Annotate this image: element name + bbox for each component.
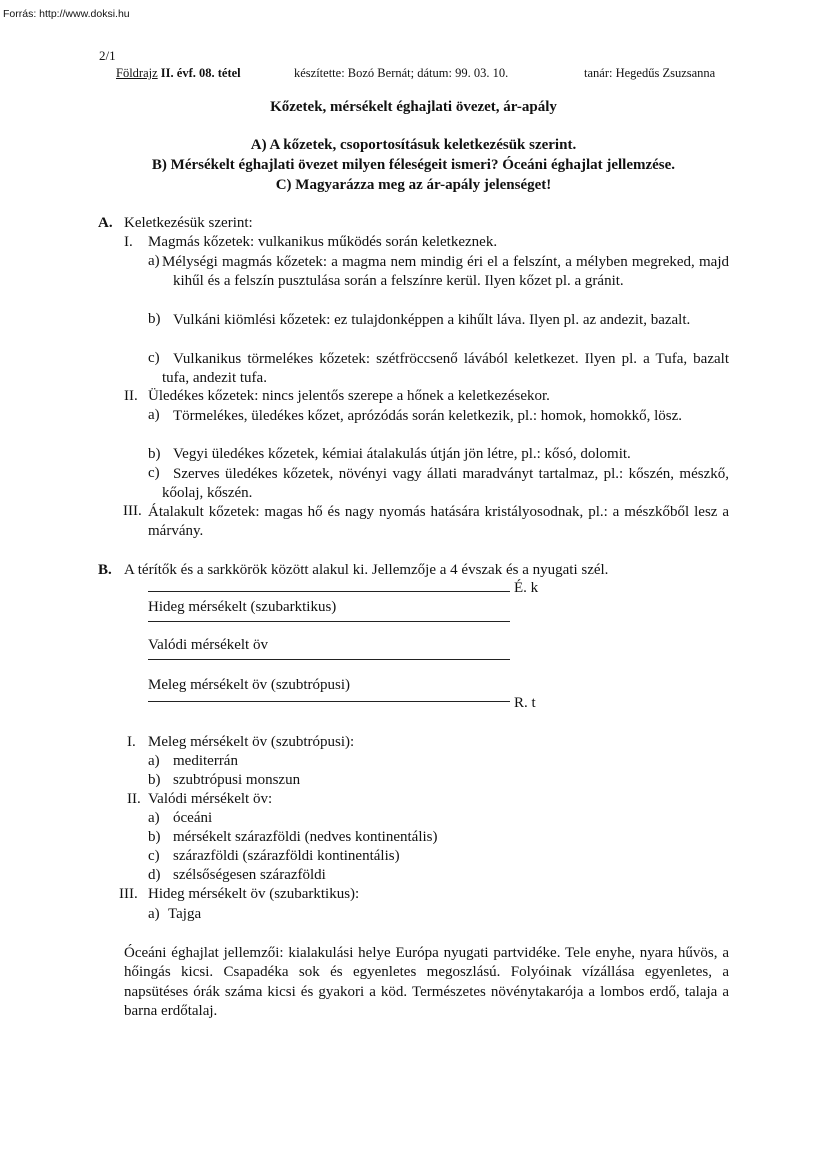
a-ii-b-text: Vegyi üledékes kőzetek, kémiai átalakulás útján jön létre, pl.: kősó, dolomit.	[173, 446, 631, 462]
zone-subtropical: Meleg mérsékelt öv (szubtrópusi)	[148, 677, 351, 693]
b-list-iii-num: III.	[119, 886, 138, 902]
section-a-ii-num: II.	[124, 388, 138, 404]
b-list-ii-d-label: d)	[148, 867, 161, 883]
source-link[interactable]: Forrás: http://www.doksi.hu	[3, 8, 130, 20]
question-b: B) Mérsékelt éghajlati övezet milyen féleségeit ismeri? Óceáni éghajlat jellemzése.	[151, 157, 676, 173]
b-list-ii-b-text: mérsékelt szárazföldi (nedves kontinentális)	[173, 829, 438, 845]
b-list-i-title: Meleg mérsékelt öv (szubtrópusi):	[148, 734, 355, 750]
b-list-ii-c-text: szárazföldi (szárazföldi kontinentális)	[173, 848, 400, 864]
b-list-iii-a-text: Tajga	[168, 906, 202, 922]
a-ii-c-label: c)	[148, 465, 160, 481]
section-b-intro: A térítők és a sarkkörök között alakul ki. Jellemzője a 4 évszak és a nyugati szél.	[124, 562, 609, 578]
b-list-i-a-label: a)	[148, 753, 160, 769]
b-list-iii-a-label: a)	[148, 906, 160, 922]
b-list-ii-c-label: c)	[148, 848, 160, 864]
section-a-i-title: Magmás kőzetek: vulkanikus működés során keletkeznek.	[148, 234, 498, 250]
b-list-ii-num: II.	[127, 791, 141, 807]
zone-divider	[148, 659, 510, 660]
b-list-ii-title: Valódi mérsékelt öv:	[148, 791, 273, 807]
header-prepared: készítette: Bozó Bernát; dátum: 99. 03. 10.	[294, 66, 509, 80]
a-ii-a-label: a)	[148, 407, 160, 423]
b-list-ii-d-text: szélsőségesen szárazföldi	[173, 867, 326, 883]
page-label: 2/1	[99, 48, 116, 63]
south-boundary-label: R. t	[514, 695, 536, 711]
a-i-a-label: a)	[148, 253, 160, 269]
question-a: A) A kőzetek, csoportosításuk keletkezésük szerint.	[250, 137, 577, 153]
header-teacher: tanár: Hegedűs Zsuzsanna	[584, 66, 716, 80]
b-list-ii-b-label: b)	[148, 829, 161, 845]
section-a-marker: A.	[98, 215, 113, 231]
zone-subarctic: Hideg mérsékelt (szubarktikus)	[148, 599, 337, 615]
b-list-i-b-label: b)	[148, 772, 161, 788]
header-subject-group	[116, 66, 241, 81]
b-list-i-a-text: mediterrán	[173, 753, 238, 769]
page-title: Kőzetek, mérsékelt éghajlati övezet, ár-apály	[270, 99, 557, 115]
section-a-i-num: I.	[124, 234, 133, 250]
b-list-ii-a-label: a)	[148, 810, 160, 826]
oceanic-climate-paragraph: Óceáni éghajlat jellemzői: kialakulási helye Európa nyugati partvidéke. Tele enyhe, nyara hűvös, a hőingás kicsi. Csapadéka sok és egyenletes megoszlású. Folyóinak vízállása egyenletes, a napsütéses órák száma kicsi és gyakori a köd. Természetes növénytakarója a lombos erdő, talaja a barna erdőtalaj.	[124, 945, 729, 1019]
a-i-c-text: Vulkanikus törmelékes kőzetek: szétfröccsenő lávából keletkezet. Ilyen pl. a Tufa, bazalt tufa, andezit tufa.	[162, 351, 729, 387]
section-a-ii-title: Üledékes kőzetek: nincs jelentős szerepe a hőnek a keletkezésekor.	[148, 388, 550, 404]
north-boundary-label: É. k	[514, 580, 539, 596]
header-subject: Földrajz	[116, 66, 158, 80]
header-class-item: II. évf. 08. tétel	[160, 66, 241, 80]
a-ii-a-text: Törmelékes, üledékes kőzet, aprózódás során keletkezik, pl.: homok, homokkő, lösz.	[173, 408, 683, 424]
a-i-b-text: Vulkáni kiömlési kőzetek: ez tulajdonképpen a kihűlt láva. Ilyen pl. az andezit, bazalt.	[173, 312, 691, 328]
south-boundary-line	[148, 701, 510, 702]
a-ii-b-label: b)	[148, 446, 161, 462]
section-a-iii-text: Átalakult kőzetek: magas hő és nagy nyomás hatására kristályosodnak, pl.: a mészkőből lesz a márvány.	[148, 504, 729, 540]
b-list-i-b-text: szubtrópusi monszun	[173, 772, 301, 788]
zone-true-temperate: Valódi mérsékelt öv	[148, 637, 268, 653]
section-a-intro: Keletkezésük szerint:	[124, 215, 253, 231]
a-i-c-label: c)	[148, 350, 160, 366]
a-i-b-label: b)	[148, 311, 161, 327]
b-list-iii-title: Hideg mérsékelt öv (szubarktikus):	[148, 886, 360, 902]
a-ii-c-text: Szerves üledékes kőzetek, növényi vagy állati maradványt tartalmaz, pl.: kőszén, mészkő, kőolaj, kőszén.	[162, 466, 729, 502]
zone-divider	[148, 621, 510, 622]
section-a-iii-num: III.	[123, 503, 142, 519]
b-list-i-num: I.	[127, 734, 136, 750]
a-i-a-text: Mélységi magmás kőzetek: a magma nem mindig éri el a felszínt, a mélyben megreked, majd kihűl és a felszín pusztulása során a felszínre kerül. Ilyen kőzet pl. a gránit.	[162, 254, 729, 290]
b-list-ii-a-text: óceáni	[173, 810, 213, 826]
section-b-marker: B.	[98, 562, 112, 578]
north-boundary-line	[148, 591, 510, 592]
question-c: C) Magyarázza meg az ár-apály jelenséget!	[275, 177, 552, 193]
